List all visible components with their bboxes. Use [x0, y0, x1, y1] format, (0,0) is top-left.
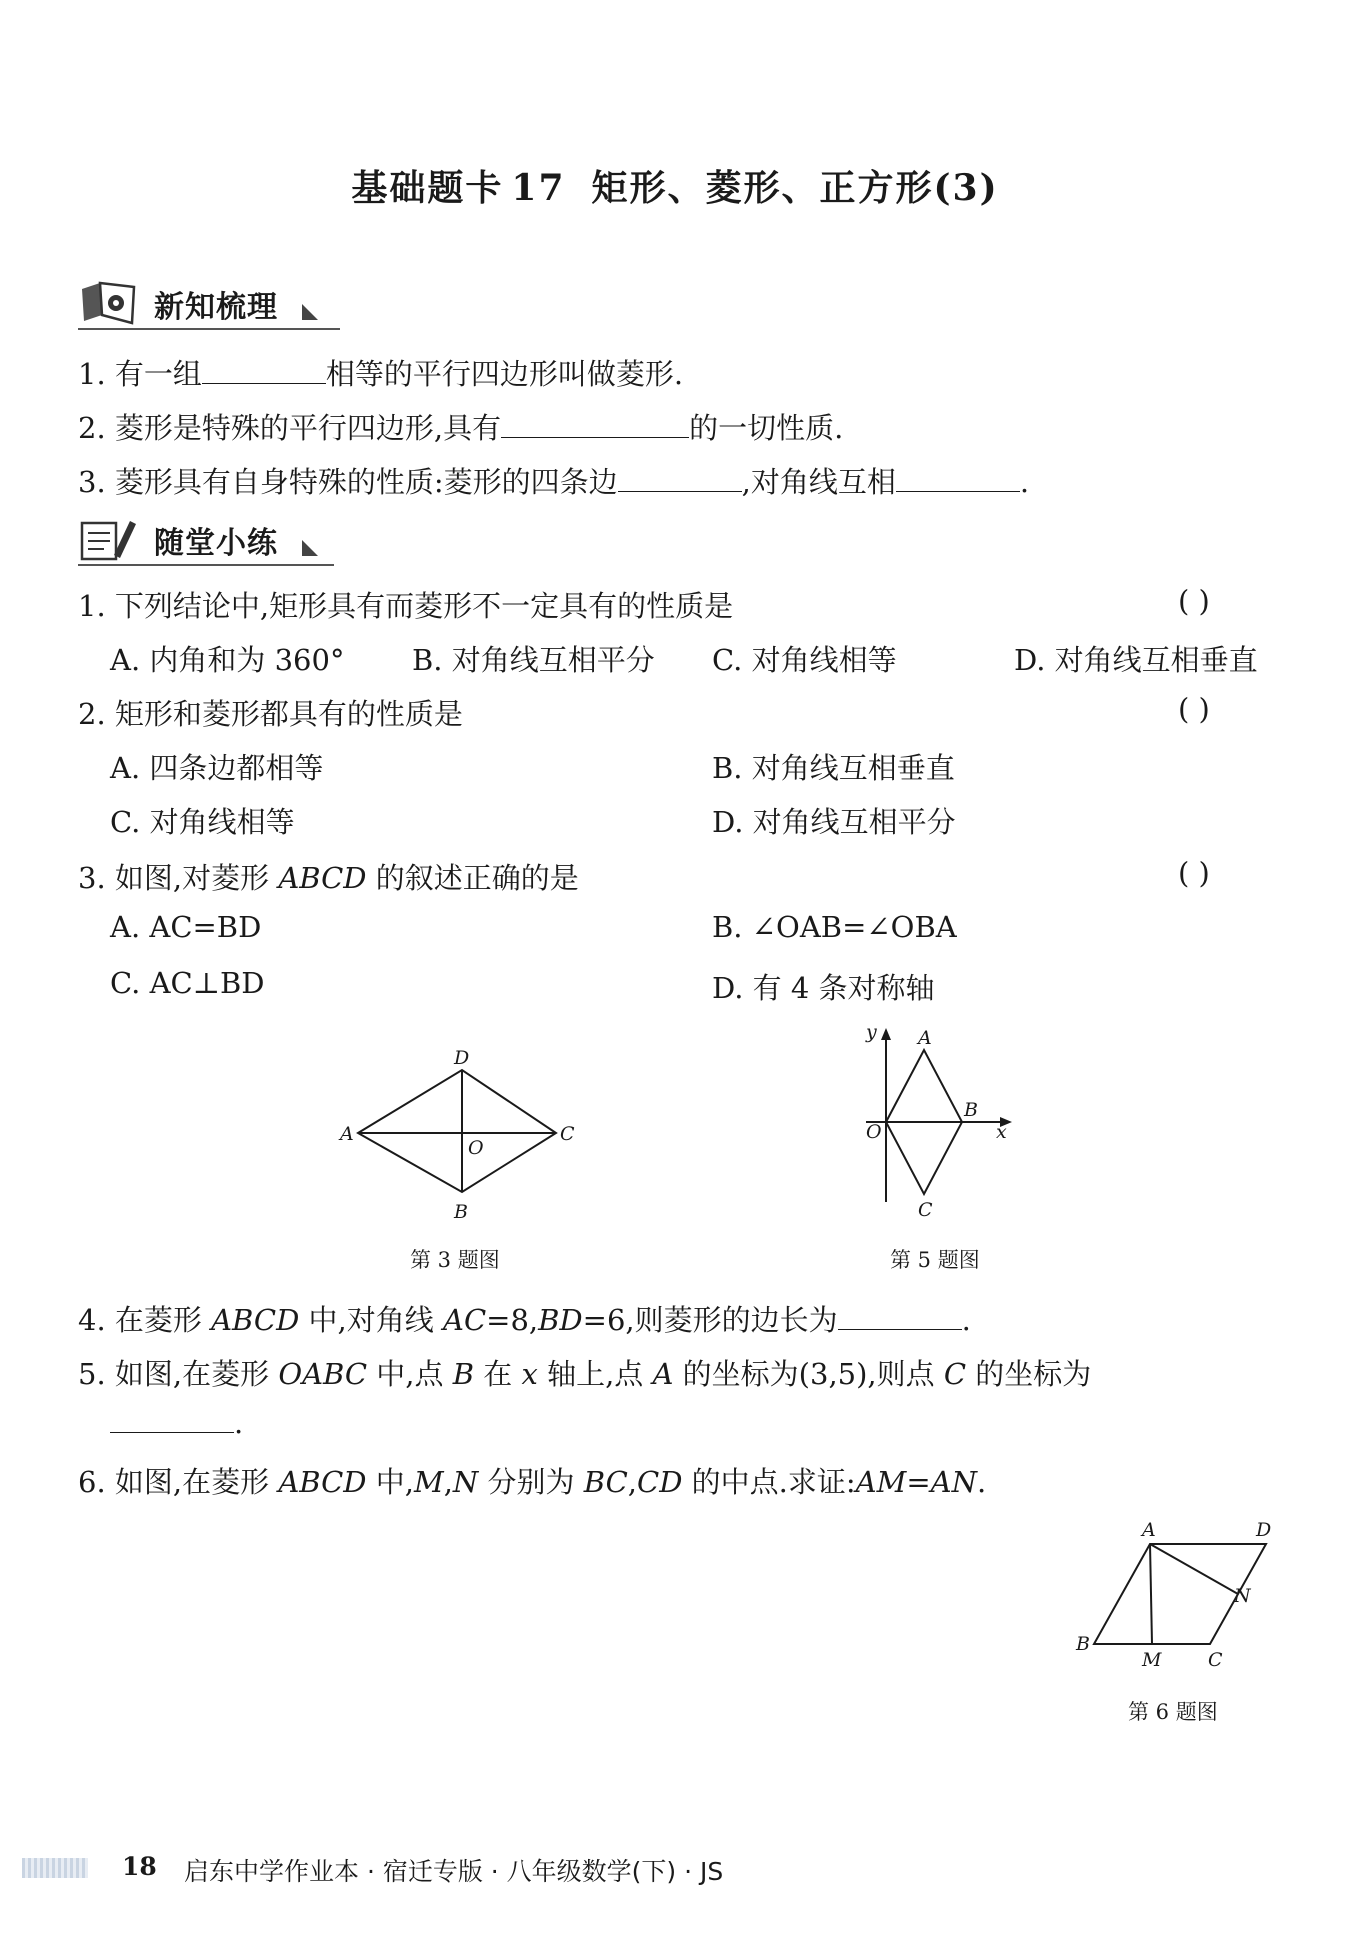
- question-text: ,: [627, 1465, 637, 1499]
- question-math: AN: [930, 1465, 977, 1499]
- question-2-option-a[interactable]: A. 四条边都相等: [110, 751, 324, 785]
- question-math: BC: [583, 1465, 628, 1499]
- knowledge-text: 的一切性质.: [689, 411, 844, 445]
- knowledge-text: 相等的平行四边形叫做菱形.: [325, 357, 684, 391]
- figure-6-label-n: N: [1234, 1585, 1251, 1607]
- question-text: 的叙述正确的是: [366, 861, 579, 895]
- question-text: =: [906, 1465, 931, 1499]
- footer-decoration-bar: [22, 1858, 88, 1878]
- question-math: M: [414, 1465, 444, 1499]
- question-2-answer-paren[interactable]: ( ): [1178, 692, 1210, 726]
- section-header-new-knowledge: [78, 278, 320, 330]
- answer-blank[interactable]: [202, 357, 326, 384]
- question-1-option-d[interactable]: D. 对角线互相垂直: [1014, 643, 1258, 677]
- figure-6-label-m: M: [1142, 1649, 1162, 1671]
- figure-6-label-a: A: [1142, 1519, 1156, 1541]
- question-3-option-d[interactable]: D. 有 4 条对称轴: [712, 971, 935, 1005]
- question-text: 的中点.求证:: [682, 1465, 856, 1499]
- notebook-pen-icon: [78, 515, 140, 565]
- knowledge-text: 3. 菱形具有自身特殊的性质:菱形的四条边: [78, 465, 618, 499]
- question-math: AC: [443, 1303, 487, 1337]
- figure-3-label-d: D: [454, 1047, 470, 1069]
- answer-blank[interactable]: [838, 1303, 962, 1330]
- question-text: 6. 如图,在菱形: [78, 1465, 279, 1499]
- question-text: 5. 如图,在菱形: [78, 1357, 279, 1391]
- question-math: ABCD: [278, 861, 367, 895]
- question-1-option-b[interactable]: B. 对角线互相平分: [412, 643, 655, 677]
- knowledge-text: ,对角线互相: [741, 465, 896, 499]
- question-3-answer-paren[interactable]: ( ): [1178, 856, 1210, 890]
- section-title-practice: 随堂小练: [154, 526, 278, 561]
- book-title: 启东中学作业本 · 宿迁专版 · 八年级数学(下) · JS: [184, 1857, 724, 1886]
- page-title: [0, 160, 1350, 211]
- question-text: 4. 在菱形: [78, 1303, 212, 1337]
- question-text: 中,: [366, 1465, 414, 1499]
- question-2-option-b[interactable]: B. 对角线互相垂直: [712, 751, 955, 785]
- question-math: ABCD: [211, 1303, 300, 1337]
- triangle-marker-icon: [300, 538, 320, 558]
- figure-5-caption: 第 5 题图: [890, 1248, 980, 1272]
- question-text: 3. 如图,对菱形: [78, 861, 279, 895]
- question-text: 的坐标为(3,5),则点: [673, 1357, 944, 1391]
- knowledge-text: .: [1019, 465, 1030, 499]
- question-text: 中,点: [367, 1357, 453, 1391]
- figure-3-label-a: A: [340, 1123, 354, 1145]
- question-text: .: [961, 1303, 971, 1337]
- question-1-stem: 1. 下列结论中,矩形具有而菱形不一定具有的性质是: [78, 589, 734, 623]
- figure-6-caption: 第 6 题图: [1128, 1700, 1218, 1724]
- question-math: ABCD: [278, 1465, 367, 1499]
- figure-6-label-b: B: [1076, 1633, 1090, 1655]
- figure-3-label-b: B: [454, 1201, 468, 1220]
- section-title-new-knowledge: 新知梳理: [154, 290, 278, 325]
- answer-blank[interactable]: [896, 465, 1020, 492]
- question-4: [78, 1298, 971, 1339]
- figure-5-label-b: B: [964, 1099, 978, 1121]
- answer-blank[interactable]: [618, 465, 742, 492]
- figure-3-rhombus: [330, 1040, 590, 1220]
- section-underline: [78, 328, 340, 330]
- figure-5-label-y: y: [866, 1022, 877, 1043]
- knowledge-item-1: [78, 352, 683, 393]
- question-6: [78, 1460, 986, 1501]
- question-text: ,: [443, 1465, 453, 1499]
- question-text: =8,: [486, 1303, 539, 1337]
- question-3-option-b[interactable]: B. ∠OAB=∠OBA: [712, 910, 957, 944]
- knowledge-text: 2. 菱形是特殊的平行四边形,具有: [78, 411, 502, 445]
- book-icon: [78, 279, 140, 329]
- figure-5-label-a: A: [918, 1027, 932, 1049]
- title-number: 17: [511, 167, 566, 209]
- question-5: [78, 1352, 1091, 1393]
- knowledge-item-2: [78, 406, 843, 447]
- question-math: BD: [538, 1303, 583, 1337]
- question-text: .: [234, 1406, 244, 1440]
- question-2-option-c[interactable]: C. 对角线相等: [110, 805, 295, 839]
- figure-3-caption: 第 3 题图: [410, 1248, 500, 1272]
- triangle-marker-icon: [300, 302, 320, 322]
- question-math: A: [652, 1357, 674, 1391]
- question-text: =6,则菱形的边长为: [582, 1303, 838, 1337]
- figure-5-coordinate-rhombus: [856, 1022, 1026, 1222]
- question-1-answer-paren[interactable]: ( ): [1178, 584, 1210, 618]
- question-text: 在: [474, 1357, 522, 1391]
- figure-5-label-x: x: [996, 1121, 1007, 1143]
- question-text: 中,对角线: [299, 1303, 443, 1337]
- question-math: C: [943, 1357, 967, 1391]
- question-text: 轴上,点: [537, 1357, 653, 1391]
- page-footer: [0, 1850, 1350, 1890]
- question-math: N: [452, 1465, 479, 1499]
- knowledge-item-3: [78, 460, 1029, 501]
- figure-6-label-c: C: [1208, 1649, 1223, 1671]
- figure-3-label-o: O: [468, 1137, 484, 1159]
- knowledge-text: 1. 有一组: [78, 357, 202, 391]
- question-math: AM: [855, 1465, 907, 1499]
- page-number: 18: [122, 1852, 157, 1881]
- question-2-stem: 2. 矩形和菱形都具有的性质是: [78, 697, 463, 731]
- section-underline: [78, 564, 334, 566]
- question-math: B: [452, 1357, 475, 1391]
- figure-6-label-d: D: [1256, 1519, 1272, 1541]
- question-math: OABC: [278, 1357, 368, 1391]
- answer-blank[interactable]: [110, 1406, 234, 1433]
- figure-3-label-c: C: [560, 1123, 575, 1145]
- question-text: .: [976, 1465, 987, 1499]
- question-3-option-c[interactable]: C. AC⊥BD: [110, 966, 265, 1000]
- question-1-option-a[interactable]: A. 内角和为 360°: [110, 643, 345, 677]
- question-text: 分别为: [478, 1465, 584, 1499]
- question-3-stem: [78, 856, 579, 897]
- answer-blank[interactable]: [501, 411, 689, 438]
- title-main: 基础题卡: [351, 167, 504, 209]
- question-math: x: [521, 1357, 538, 1391]
- figure-6-rhombus-midpoints: [1070, 1514, 1290, 1674]
- section-header-practice: [78, 514, 320, 566]
- question-math: CD: [637, 1465, 683, 1499]
- question-5-answer-line: [110, 1406, 243, 1440]
- figure-5-label-o: O: [866, 1121, 882, 1143]
- question-1-option-c[interactable]: C. 对角线相等: [712, 643, 897, 677]
- figure-5-label-c: C: [918, 1199, 933, 1221]
- title-topic: 矩形、菱形、正方形(3): [591, 167, 999, 209]
- question-3-option-a[interactable]: A. AC=BD: [110, 910, 262, 944]
- question-2-option-d[interactable]: D. 对角线互相平分: [712, 805, 956, 839]
- question-text: 的坐标为: [966, 1357, 1092, 1391]
